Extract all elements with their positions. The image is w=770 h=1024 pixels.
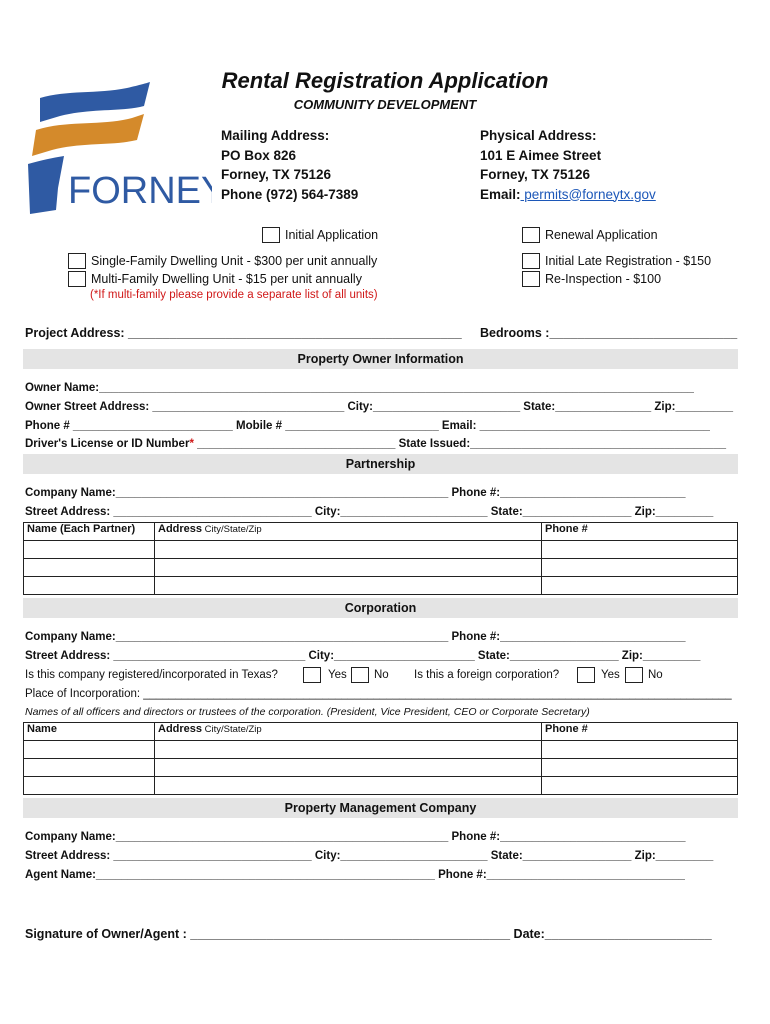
officer-address-header: Address City/State/Zip [155, 723, 542, 741]
physical-line2: Forney, TX 75126 [480, 167, 591, 182]
reinspection-label: Re-Inspection - $100 [545, 272, 662, 286]
owner-name-field[interactable]: Owner Name:_____________________________________________________________________________________________ [25, 382, 694, 394]
initial-application-checkbox[interactable] [262, 227, 280, 243]
foreign-yes-checkbox[interactable] [577, 667, 595, 683]
corporation-section-title: Corporation [344, 601, 417, 615]
foreign-corporation-question: Is this a foreign corporation? [414, 669, 560, 681]
management-section-title: Property Management Company [284, 801, 477, 815]
bedrooms-field[interactable]: Bedrooms :___________________________ [480, 326, 738, 340]
table-row[interactable] [24, 577, 738, 595]
multi-family-note: (*If multi-family please provide a separate list of all units) [90, 289, 378, 301]
license-label: Driver's License or ID Number [25, 438, 190, 450]
physical-label: Physical Address: [480, 128, 597, 143]
mailing-address-block [221, 126, 358, 204]
table-row[interactable] [24, 559, 738, 577]
late-registration-checkbox[interactable] [522, 253, 540, 269]
physical-address-block [480, 126, 656, 204]
corporation-street-field[interactable]: Street Address: ______________________________ City:______________________ State:_________________ Zip:_________ [25, 650, 701, 662]
owner-section-header [23, 349, 738, 369]
agent-name-field[interactable]: Agent Name:_____________________________________________________ Phone #:_______________________________ [25, 869, 685, 881]
officers-table [23, 722, 738, 795]
table-row[interactable] [24, 541, 738, 559]
texas-yes-checkbox[interactable] [303, 667, 321, 683]
foreign-no-label: No [648, 669, 663, 681]
texas-no-label: No [374, 669, 389, 681]
license-required-star: * [189, 438, 194, 450]
table-row[interactable] [24, 741, 738, 759]
place-of-incorporation-field[interactable]: Place of Incorporation: ____________________________________________________________________________________________ [25, 688, 732, 700]
table-header-row [24, 523, 738, 541]
email-link[interactable]: permits@forneytx.gov [520, 186, 656, 202]
multi-family-checkbox[interactable] [68, 271, 86, 287]
renewal-application-label: Renewal Application [545, 228, 658, 242]
management-section-header [23, 798, 738, 818]
single-family-label: Single-Family Dwelling Unit - $300 per unit annually [91, 254, 378, 268]
partnership-section-header [23, 454, 738, 474]
partners-table [23, 522, 738, 595]
mailing-phone: Phone (972) 564-7389 [221, 186, 359, 202]
page-title: Rental Registration Application [221, 68, 549, 93]
mailing-line1: PO Box 826 [221, 147, 297, 163]
corporation-company-field[interactable]: Company Name:____________________________________________________ Phone #:_____________________________ [25, 631, 686, 643]
officer-name-header: Name [24, 723, 155, 741]
management-company-field[interactable]: Company Name:____________________________________________________ Phone #:_____________________________ [25, 831, 686, 843]
page-subtitle: COMMUNITY DEVELOPMENT [293, 97, 477, 112]
owner-street-field[interactable]: Owner Street Address: ______________________________ City:_______________________ State:_______________ Zip:_________ [25, 401, 734, 413]
texas-no-checkbox[interactable] [351, 667, 369, 683]
single-family-checkbox[interactable] [68, 253, 86, 269]
officer-phone-header: Phone # [542, 723, 738, 741]
physical-line1: 101 E Aimee Street [480, 147, 602, 163]
corporation-section-header [23, 598, 738, 618]
owner-section-title: Property Owner Information [297, 352, 464, 366]
table-row[interactable] [24, 759, 738, 777]
table-header-row [24, 723, 738, 741]
email-label: Email: [480, 186, 521, 202]
license-line: _______________________________ State Issued:________________________________________ [193, 438, 726, 450]
logo-text: FORNEY [68, 170, 212, 212]
table-row[interactable] [24, 777, 738, 795]
partner-address-header: Address City/State/Zip [155, 523, 542, 541]
partner-name-header: Name (Each Partner) [24, 523, 155, 541]
partner-phone-header: Phone # [542, 523, 738, 541]
texas-yes-label: Yes [328, 669, 347, 681]
management-street-field[interactable]: Street Address: _______________________________ City:_______________________ State:_________________ Zip:_________ [25, 850, 714, 862]
mailing-label: Mailing Address: [221, 128, 330, 143]
owner-phone-field[interactable]: Phone # _________________________ Mobile # ________________________ Email: ____________________________________ [25, 420, 710, 432]
initial-application-label: Initial Application [285, 228, 379, 242]
foreign-no-checkbox[interactable] [625, 667, 643, 683]
signature-date-field[interactable]: Signature of Owner/Agent : ______________________________________________ Date:________________________ [25, 927, 712, 941]
officers-note: Names of all officers and directors or trustees of the corporation. (President, Vice President, CEO or Corporate Secretary) [25, 706, 590, 718]
partnership-company-field[interactable]: Company Name:____________________________________________________ Phone #:_____________________________ [25, 487, 686, 499]
reinspection-checkbox[interactable] [522, 271, 540, 287]
renewal-application-checkbox[interactable] [522, 227, 540, 243]
drivers-license-field[interactable] [25, 438, 726, 450]
multi-family-label: Multi-Family Dwelling Unit - $15 per unit annually [91, 272, 362, 286]
late-registration-label: Initial Late Registration - $150 [545, 254, 712, 268]
project-address-field[interactable]: Project Address: ________________________________________________ [25, 326, 462, 340]
partnership-section-title: Partnership [345, 457, 416, 471]
texas-registered-question: Is this company registered/incorporated in Texas? [25, 669, 278, 681]
mailing-line2: Forney, TX 75126 [221, 167, 332, 182]
partnership-street-field[interactable]: Street Address: _______________________________ City:_______________________ State:_________________ Zip:_________ [25, 506, 714, 518]
foreign-yes-label: Yes [601, 669, 620, 681]
